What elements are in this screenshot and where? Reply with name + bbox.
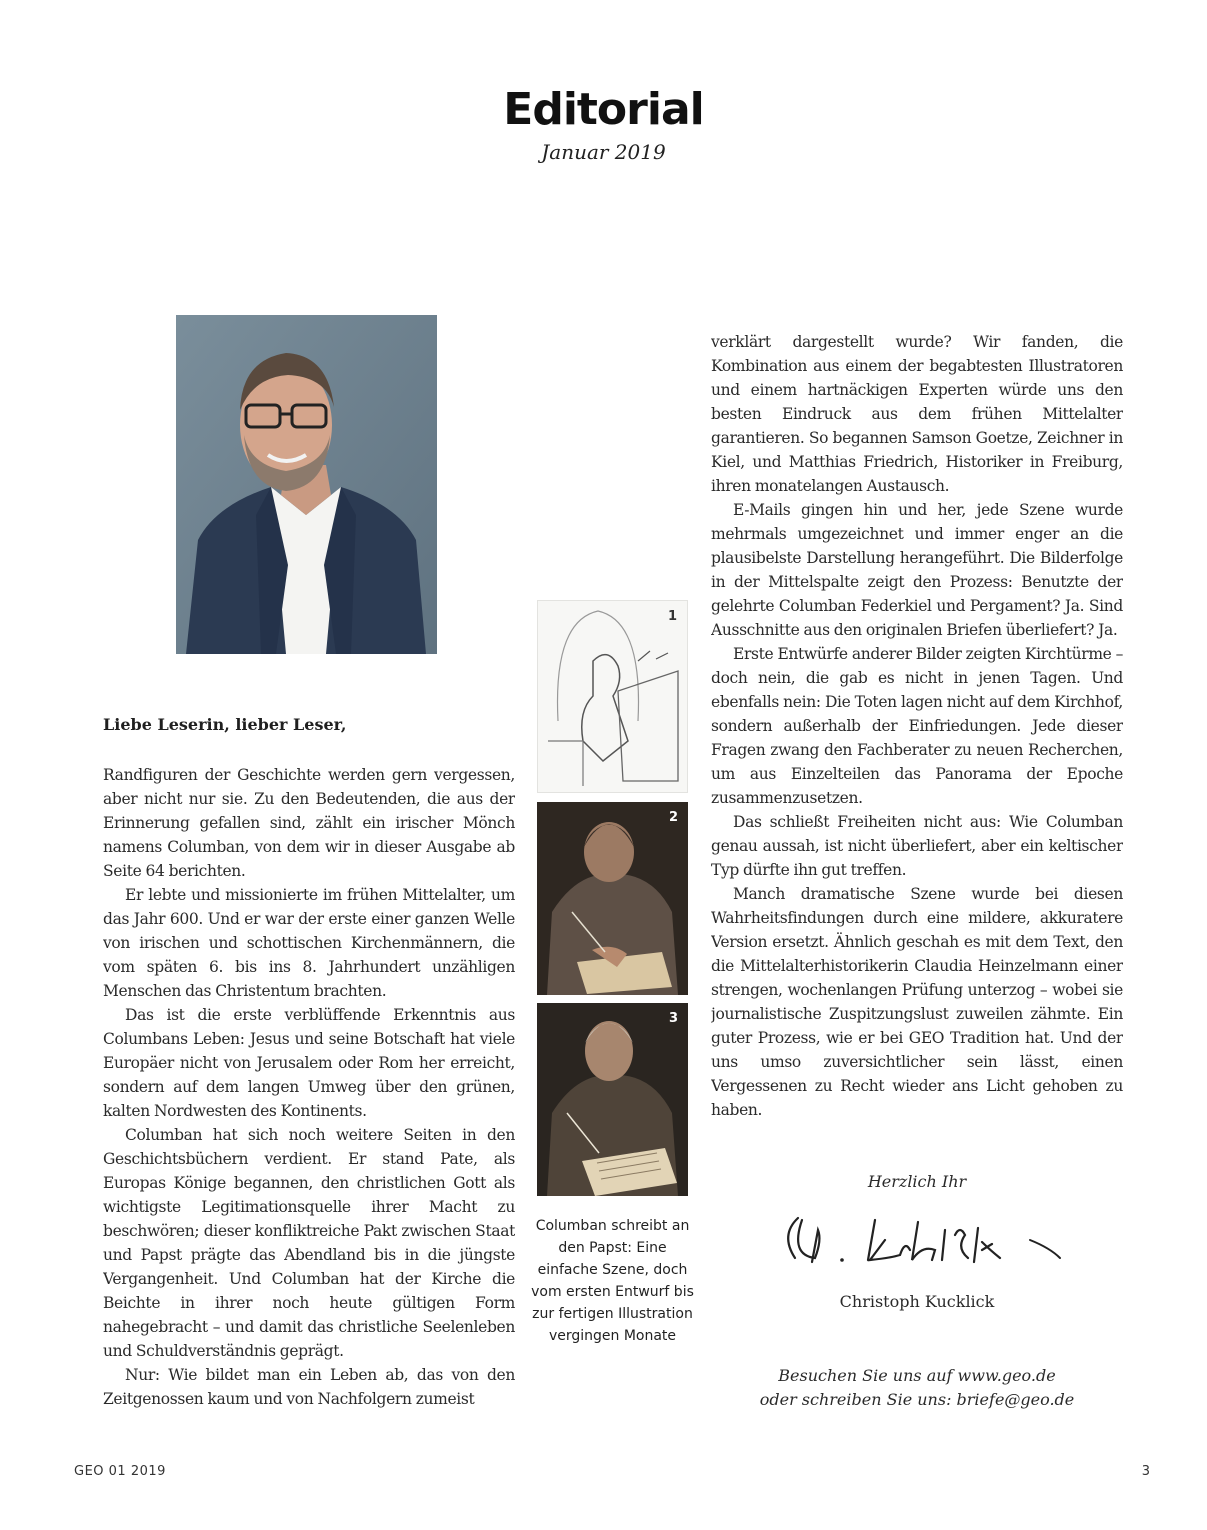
paragraph: E-Mails gingen hin und her, jede Szene wurde mehrmals umgezeichnet und immer enger an die plausibelste Darstellung herangeführt. Die Bilderfolge in der Mittelspalte zeigt den Prozess: Benutzte der gelehrte Columban Federkiel und Pergament? Ja. Sind Ausschnitte aus den originalen Briefen überliefert? Ja. [711, 501, 1123, 639]
panel-number: 3 [668, 1011, 678, 1026]
paragraph: Er lebte und missionierte im frühen Mittelalter, um das Jahr 600. Und er war der erste einer ganzen Welle von irischen und schottischen Kirchenmännern, die vom späten 6. bis ins 8. Jahrhundert unzähligen Menschen das Christentum brachten. [103, 886, 515, 1000]
paragraph: Randfiguren der Geschichte werden gern vergessen, aber nicht nur sie. Zu den Bedeutenden, die aus der Erinnerung gefallen sind, zählt ein irischer Mönch namens Columban, von dem wir in dieser Ausgabe ab Seite 64 berichten. [103, 766, 515, 880]
panel-number: 1 [667, 609, 677, 624]
panel-number: 2 [668, 810, 678, 825]
footer-issue: GEO 01 2019 [74, 1464, 166, 1479]
contact-email: oder schreiben Sie uns: briefe@geo.de [759, 1390, 1075, 1409]
page-title: Editorial [503, 84, 704, 135]
article-column-right [711, 330, 1123, 1150]
paragraph: Erste Entwürfe anderer Bilder zeigten Kirchtürme – doch nein, die gab es nicht in jenen Tagen. Und ebenfalls nein: Die Toten lagen nicht auf dem Kirchhof, sondern außerhalb der Einfriedungen. Jede dieser Fragen zwang den Fachberater zu neuen Recherchen, um aus Einzelteilen das Panorama der Epoche zusammenzusetzen. [711, 645, 1123, 807]
paragraph: Nur: Wie bildet man ein Leben ab, das von den Zeitgenossen kaum und von Nachfolgern zumeist [103, 1366, 515, 1408]
illustration-draft-2 [537, 802, 688, 995]
handwritten-signature [760, 1200, 1080, 1280]
illustration-caption: Columban schreibt an den Papst: Eine einfache Szene, doch vom ersten Entwurf bis zur fertigen Illustration vergingen Monate [531, 1218, 694, 1344]
paragraph: Columban hat sich noch weitere Seiten in den Geschichtsbüchern verdient. Er stand Pate, als Europas Könige begannen, den christlichen Gott als wichtigste Legitimationsquelle ihrer Macht zu beschwören; dieser konfliktreiche Pakt zwischen Staat und Papst prägte das Abendland bis in die jüngste Vergangenheit. Und Columban hat der Kirche die Beichte in ihrer noch heute gültigen Form nahegebracht – und damit das christliche Seelenleben und Schuldverständnis geprägt. [103, 1126, 515, 1360]
contact-website: Besuchen Sie uns auf www.geo.de [778, 1366, 1056, 1385]
paragraph: Manch dramatische Szene wurde bei diesen Wahrheitsfindungen durch eine mildere, akkuratere Version ersetzt. Ähnlich geschah es mit dem Text, den die Mittelalterhistorikerin Claudia Heinzelmann einer strengen, wochenlangen Prüfung unterzog – wobei sie journalistische Zuspitzungslust zuweilen zähmte. Ein guter Prozess, wie er bei GEO Tradition hat. Und der uns umso zuversichtlicher sein lässt, einen Vergessenen zu Recht wieder ans Licht gehoben zu haben. [711, 885, 1123, 1119]
salutation: Liebe Leserin, lieber Leser, [103, 715, 347, 734]
paragraph: Das schließt Freiheiten nicht aus: Wie Columban genau aussah, ist nicht überliefert, aber ein keltischer Typ dürfte ihn gut treffen. [711, 813, 1123, 879]
author-portrait [176, 315, 437, 654]
paragraph: verklärt dargestellt wurde? Wir fanden, die Kombination aus einem der begabtesten Illustratoren und einem hartnäckigen Experten würde uns den besten Eindruck aus dem frühen Mittelalter garantieren. So begannen Samson Goetze, Zeichner in Kiel, und Matthias Friedrich, Historiker in Freiburg, ihren monatelangen Austausch. [711, 333, 1123, 495]
contact-block [711, 1364, 1123, 1412]
author-name: Christoph Kucklick [839, 1292, 995, 1311]
closing-line: Herzlich Ihr [867, 1172, 967, 1191]
paragraph: Das ist die erste verblüffende Erkenntnis aus Columbans Leben: Jesus und seine Botschaft hat viele Europäer nicht von Jerusalem oder Rom her erreicht, sondern auf dem langen Umweg über den grünen, kalten Nordwesten des Kontinents. [103, 1006, 515, 1120]
page-subtitle: Januar 2019 [541, 140, 666, 164]
article-column-left [103, 763, 515, 1413]
illustration-sketch-1 [537, 600, 688, 793]
illustration-final-3 [537, 1003, 688, 1196]
page-number: 3 [1141, 1464, 1150, 1479]
